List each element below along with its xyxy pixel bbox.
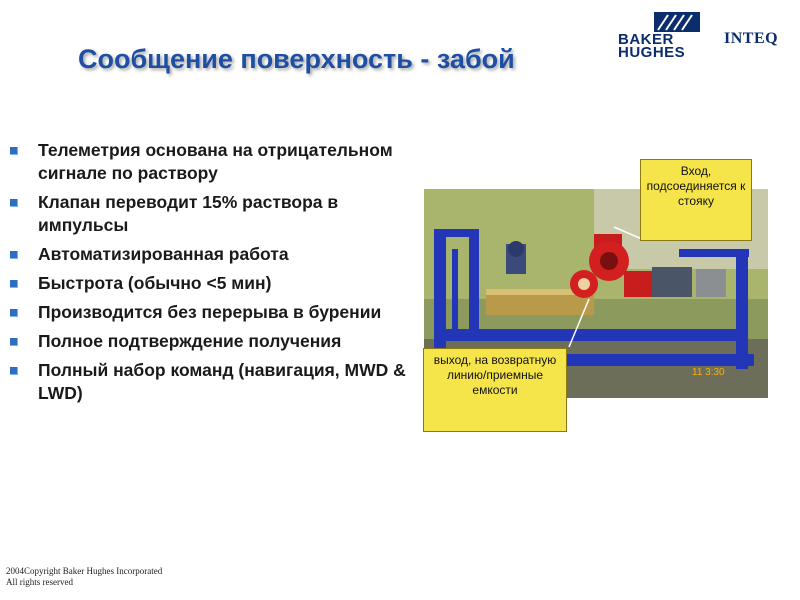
bullet-item	[10, 330, 410, 353]
bullet-item	[10, 301, 410, 324]
bullet-item	[10, 191, 410, 237]
bullet-list	[10, 139, 410, 411]
bullet-item	[10, 243, 410, 266]
footer	[6, 566, 162, 588]
bullet-marker-icon	[10, 251, 18, 259]
logo-inteq-text: INTEQ	[724, 30, 779, 47]
bullet-marker-icon	[10, 309, 18, 317]
bullet-text: Клапан переводит 15% раствора в импульсы	[38, 192, 339, 235]
bullet-marker-icon	[10, 367, 18, 375]
bullet-text: Полное подтверждение получения	[38, 331, 342, 351]
bullet-text: Автоматизированная работа	[38, 244, 289, 264]
bullet-text: Полный набор команд (навигация, MWD & LWD)	[38, 360, 406, 403]
photo-timestamp: 11 3:30	[692, 367, 725, 378]
bullet-item	[10, 272, 410, 295]
bullet-text: Производится без перерыва в бурении	[38, 302, 382, 322]
page-title: Сообщение поверхность - забой	[78, 44, 515, 74]
logo-hughes-text: HUGHES	[618, 44, 686, 61]
callout-inlet: Вход, подсоединяется к стояку	[640, 159, 752, 241]
motor-icon	[652, 267, 692, 297]
baker-hughes-logo-icon	[654, 12, 700, 32]
bullet-item	[10, 359, 410, 405]
copyright-text: 2004Copyright Baker Hughes Incorporated	[6, 566, 163, 576]
rights-text: All rights reserved	[6, 577, 73, 587]
bullet-text: Быстрота (обычно <5 мин)	[38, 273, 272, 293]
bullet-marker-icon	[10, 280, 18, 288]
bullet-marker-icon	[10, 147, 18, 155]
bullet-text: Телеметрия основана на отрицательном сигнале по раствору	[38, 140, 393, 183]
logo-baker-text: BAKER	[618, 31, 674, 48]
bullet-item	[10, 139, 410, 185]
company-logo	[618, 12, 793, 62]
callout-outlet: выход, на возвратную линию/приемные емкости	[423, 348, 567, 432]
bullet-marker-icon	[10, 338, 18, 346]
bullet-marker-icon	[10, 199, 18, 207]
